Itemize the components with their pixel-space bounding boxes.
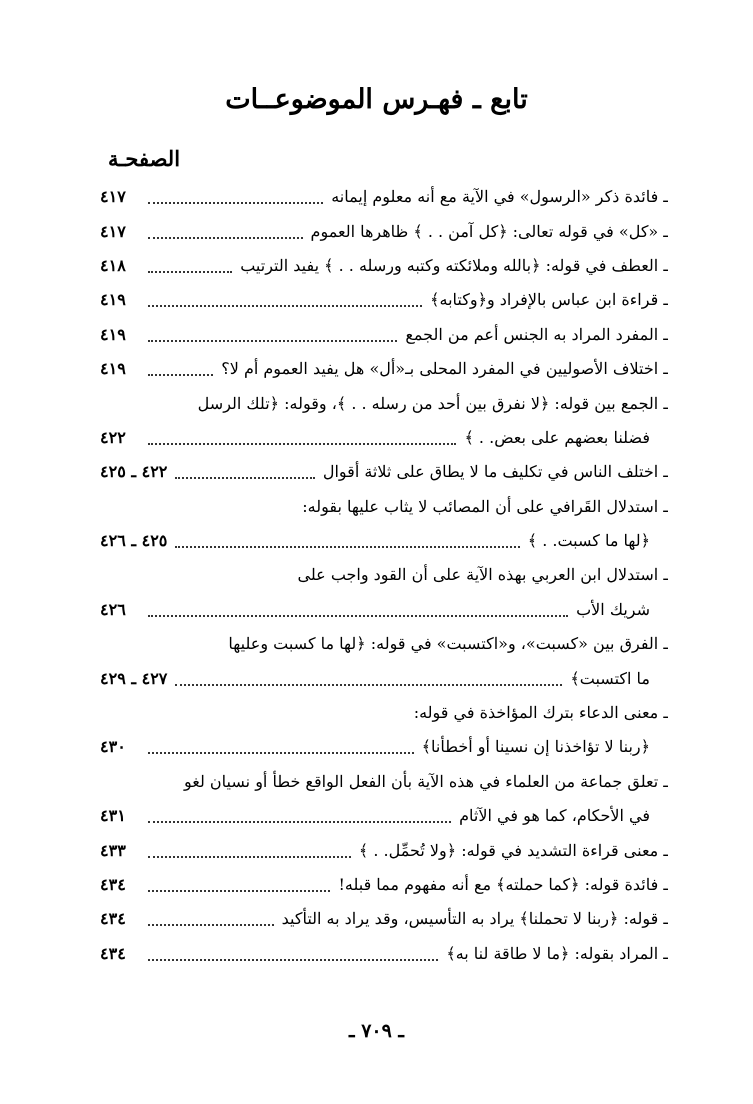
toc-entry-page: ٤٣٤ [100,875,126,894]
toc-entry-page: ٤١٧ [100,221,126,241]
toc-entry-text: ـ معنى الدعاء بترك المؤاخذة في قوله: [413,703,668,723]
toc-entry-page: ٤٢٥ ـ ٤٢٦ [100,531,168,551]
toc-entry [100,696,668,730]
toc-entry-page: ٤٣٤ [100,943,126,963]
toc-entry-text: فضلنا بعضهم على بعض. . ﴾ [464,427,650,447]
toc-entry-continuation [100,593,668,627]
leader-dots [148,752,414,754]
leader-dots [148,924,274,926]
toc-entry-continuation [100,524,668,558]
toc-entry-text: ـ اختلاف الأصوليين في المفرد المحلى بـ«أل» هل يفيد العموم أم لا؟ [221,359,668,379]
leader-dots [148,340,397,342]
toc-entry [100,386,668,420]
toc-entry [100,490,668,524]
toc-entry-text: في الأحكام، كما هو في الآثام [459,806,650,826]
toc-entry [100,902,668,936]
toc-entry-page: ٤٢٧ ـ ٤٢٩ [100,668,168,688]
toc-entry [100,318,668,352]
page-title: تابع ـ فهـرس الموضوعــات [225,84,528,115]
toc-entry [100,558,668,592]
toc-entry [100,214,668,248]
toc-entry-text: ـ «كل» في قوله تعالى: ﴿كل آمن . . ﴾ ظاهرها العموم [310,221,668,241]
toc-entry-text: ﴿لها ما كسبت. . ﴾ [527,531,650,551]
page-number: ـ ٧٠٩ ـ [349,1020,404,1042]
toc-entry-text: ـ فائدة ذكر «الرسول» في الآية مع أنه معلوم إيمانه [331,187,668,207]
leader-dots [148,821,451,823]
toc-entry-text: ـ العطف في قوله: ﴿بالله وملائكته وكتبه ورسله . . ﴾ يفيد الترتيب [240,255,668,275]
leader-dots [148,202,323,204]
toc-entry-page: ٤١٩ [100,290,126,310]
toc-entry-page: ٤١٩ [100,359,126,379]
leader-dots [148,271,232,273]
leader-dots [148,237,303,239]
leader-dots [175,546,519,548]
toc-entry [100,283,668,317]
toc-entry-text: ـ المفرد المراد به الجنس أعم من الجمع [405,324,668,344]
toc-entry-continuation [100,799,668,833]
toc-entry-text: ما اكتسبت﴾ [570,668,650,688]
leader-dots [148,890,330,892]
toc-entry [100,455,668,489]
leader-dots [148,443,456,445]
toc-entry [100,868,668,902]
toc-entry-text: ـ قوله: ﴿ربنا لا تحملنا﴾ يراد به التأسيس، وقد يراد به التأكيد [281,909,668,929]
toc-entry-page: ٤٢٦ [100,599,126,619]
toc-entry-continuation [100,421,668,455]
toc-entry-page: ٤٣٠ [100,737,126,757]
toc-entry-text: ـ اختلف الناس في تكليف ما لا يطاق على ثلاثة أقوال [322,462,668,482]
toc-entry [100,352,668,386]
toc-entry-continuation [100,730,668,764]
toc-entry-text: ـ تعلق جماعة من العلماء في هذه الآية بأن الفعل الواقع خطأ أو نسيان لغو [183,771,668,791]
leader-dots [148,856,351,858]
toc-entry [100,833,668,867]
toc-entry [100,765,668,799]
toc-entry [100,249,668,283]
toc-entry [100,627,668,661]
toc-entry-text: ﴿ربنا لا تؤاخذنا إن نسينا أو أخطأنا﴾ [421,737,650,757]
table-of-contents [100,180,668,971]
toc-entry-text: ـ فائدة قوله: ﴿كما حملته﴾ مع أنه مفهوم مما قبله! [338,875,668,894]
page-column-label: الصفحـة [108,146,181,171]
toc-entry-text: ـ قراءة ابن عباس بالإفراد و﴿وكتابه﴾ [430,290,668,310]
leader-dots [148,959,438,961]
toc-entry-page: ٤١٩ [100,324,126,344]
toc-entry-page: ٤١٧ [100,187,126,207]
toc-entry-page: ٤٣١ [100,806,126,826]
leader-dots [175,477,314,479]
toc-entry-continuation [100,661,668,695]
leader-dots [175,684,562,686]
leader-dots [148,374,213,376]
toc-entry [100,937,668,971]
toc-entry-text: ـ الفرق بين «كسبت»، و«اكتسبت» في قوله: ﴿لها ما كسبت وعليها [228,634,668,654]
toc-entry-page: ٤٢٢ [100,427,126,447]
toc-entry [100,180,668,214]
toc-entry-page: ٤٢٢ ـ ٤٢٥ [100,462,168,482]
toc-entry-text: ـ الجمع بين قوله: ﴿لا نفرق بين أحد من رسله . . ﴾، وقوله: ﴿تلك الرسل [197,393,668,413]
toc-entry-page: ٤٣٤ [100,909,126,929]
toc-entry-page: ٤١٨ [100,255,126,275]
toc-entry-text: ـ استدلال ابن العربي بهذه الآية على أن القود واجب على [297,565,668,585]
toc-entry-page: ٤٣٣ [100,840,126,860]
leader-dots [148,305,422,307]
toc-entry-text: ـ معنى قراءة التشديد في قوله: ﴿ولا تُحمِّل. . ﴾ [358,840,668,860]
leader-dots [148,615,568,617]
toc-entry-text: شريك الأب [576,599,650,619]
toc-entry-text: ـ استدلال القَرافي على أن المصائب لا يثاب عليها بقوله: [302,496,668,516]
toc-entry-text: ـ المراد بقوله: ﴿ما لا طاقة لنا به﴾ [446,943,668,963]
